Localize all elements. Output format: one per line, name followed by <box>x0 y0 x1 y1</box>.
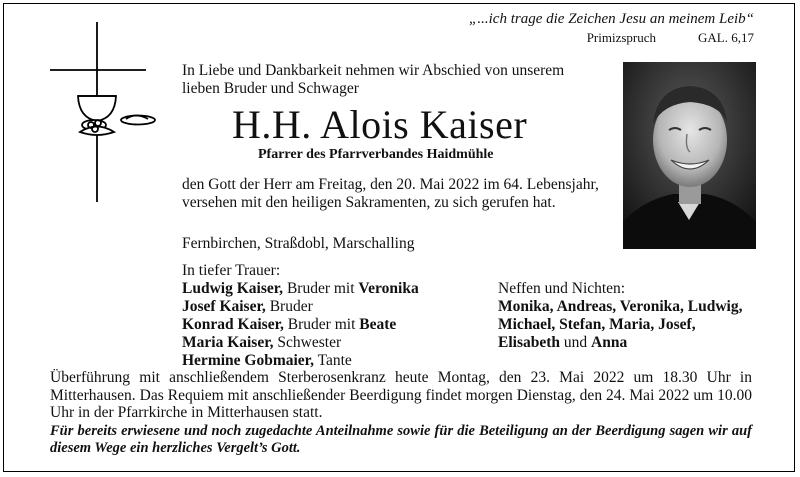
mourner-row <box>182 316 419 334</box>
death-notice: den Gott der Herr am Freitag, den 20. Mai 2022 im 64. Lebensjahr, versehen mit den heiligen Sakramenten, zu sich gerufen hat. <box>182 176 599 211</box>
mourner-relation: Tante <box>314 352 352 369</box>
deceased-name: H.H. Alois Kaiser <box>232 102 528 147</box>
thanks-text: Für bereits erwiesene und noch zugedachte Anteilnahme sowie für die Beteiligung an der Beerdigung sagen wir auf diesem Wege ein herzliches Vergelt’s Gott. <box>50 423 752 456</box>
intro-text: In Liebe und Dankbarkeit nehmen wir Abschied von unserem lieben Bruder und Schwager <box>182 62 565 97</box>
nephews-conjunction: und <box>560 334 592 351</box>
nephews-list <box>498 280 743 352</box>
motto-quote: „...ich trage die Zeichen Jesu an meinem Leib“ <box>469 11 754 27</box>
mourner-partner: Veronika <box>358 280 419 297</box>
mourner-relation: Schwester <box>273 334 342 351</box>
transfer-notice: Überführung mit anschließendem Sterberosenkranz heute Montag, den 23. Mai 2022 um 18.30 Uhr in Mitterhausen. Das Requiem mit anschließender Beerdigung findet morgen Dienstag, den 24. Mai 2022 um 10.00 Uhr in der Pfarrkirche in Mitterhausen statt. <box>50 369 752 421</box>
motto-source-ref: GAL. 6,17 <box>698 30 754 45</box>
mourner-name: Hermine Gobmaier, <box>182 352 315 369</box>
nephew-name: Elisabeth <box>498 334 561 351</box>
nephews-line: Michael, Stefan, Maria, Josef, <box>498 316 696 333</box>
nephews-heading: Neffen und Nichten: <box>498 280 626 297</box>
mourner-relation: Bruder <box>265 298 313 315</box>
mourners-list <box>182 262 419 370</box>
places: Fernbirchen, Straßdobl, Marschalling <box>182 235 415 252</box>
motto-source-label: Primizspruch <box>586 30 657 45</box>
mourner-name: Maria Kaiser, <box>182 334 274 351</box>
mourner-relation: Bruder mit <box>283 280 359 297</box>
motto-source <box>587 30 754 45</box>
nephews-line: Monika, Andreas, Veronika, Ludwig, <box>498 298 743 315</box>
mourner-row <box>182 280 419 298</box>
cross-chalice-icon <box>48 22 168 202</box>
mourner-name: Konrad Kaiser, <box>182 316 284 333</box>
mourner-relation: Bruder mit <box>283 316 360 333</box>
subtitle: Pfarrer des Pfarrverbandes Haidmühle <box>258 147 494 162</box>
nephew-name: Anna <box>591 334 628 351</box>
mourner-partner: Beate <box>359 316 397 333</box>
nephews-line <box>498 334 743 352</box>
mourner-row <box>182 334 419 352</box>
mourner-name: Ludwig Kaiser, <box>182 280 284 297</box>
mourner-row <box>182 298 419 316</box>
mourners-heading: In tiefer Trauer: <box>182 262 281 279</box>
mourner-name: Josef Kaiser, <box>182 298 266 315</box>
mourner-row <box>182 352 419 370</box>
portrait-photo <box>623 62 756 249</box>
